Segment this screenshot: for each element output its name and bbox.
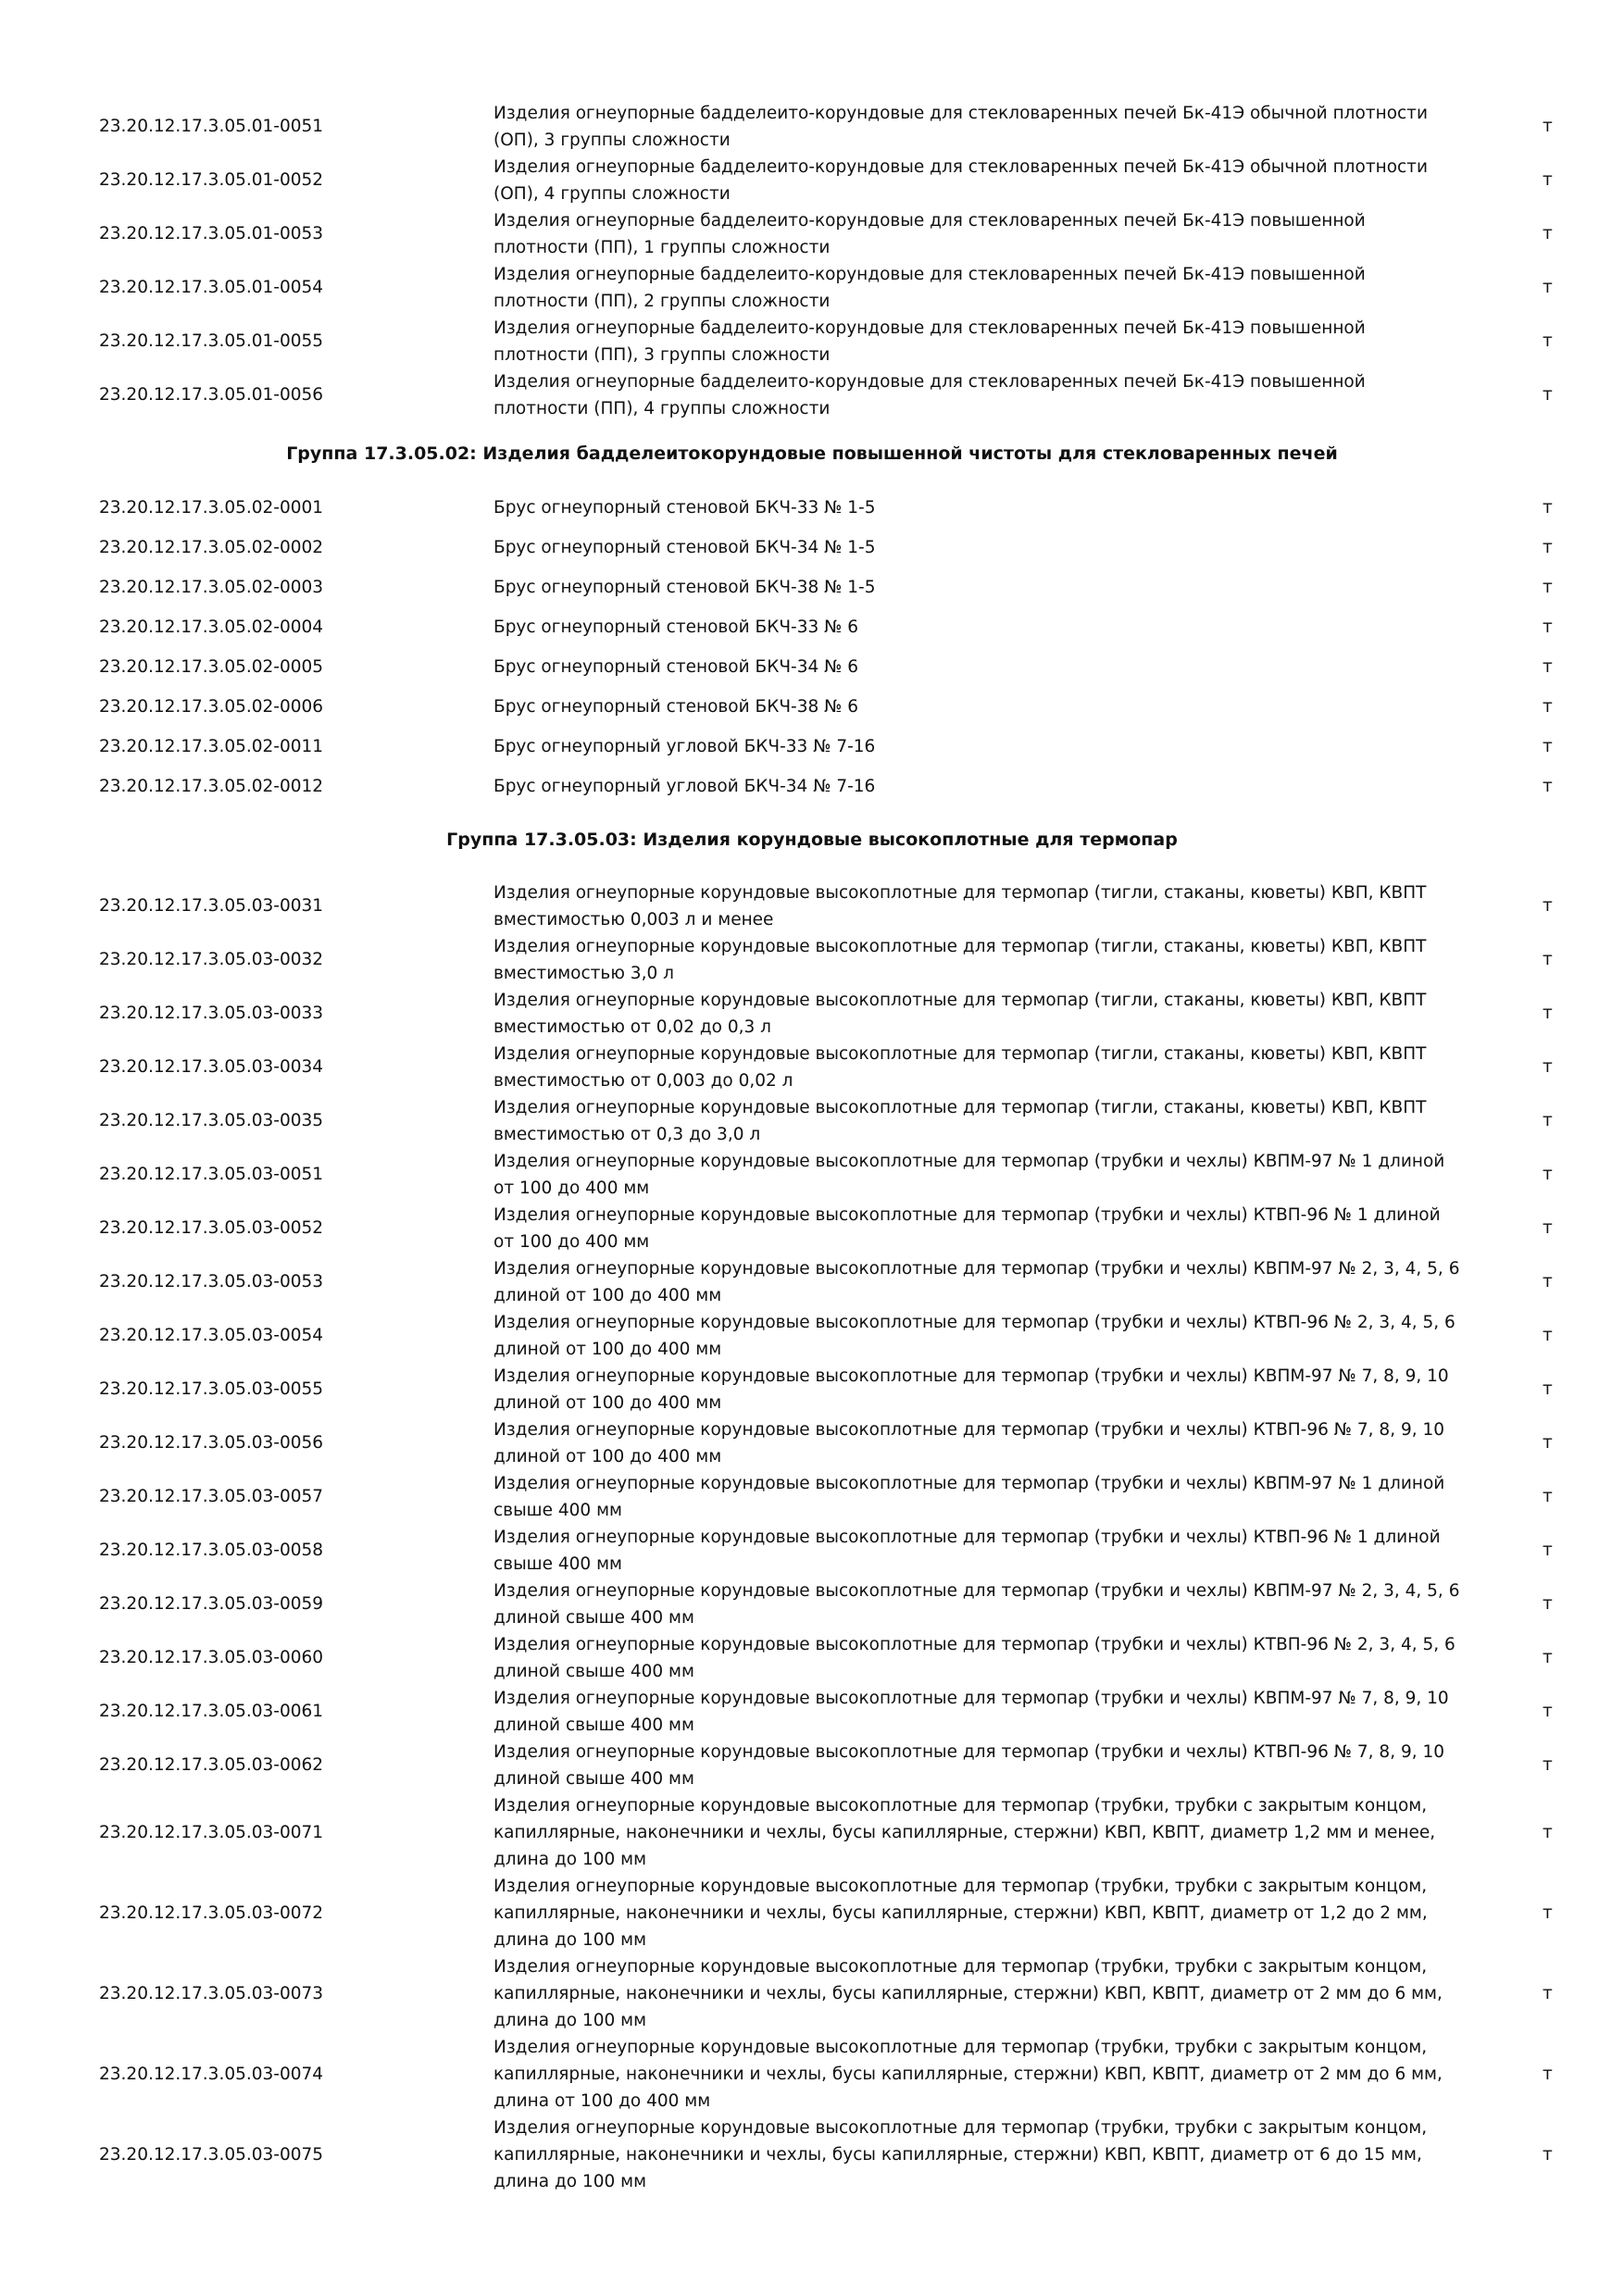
row-unit: т xyxy=(1543,2065,1553,2084)
row-unit: т xyxy=(1543,498,1553,518)
row-unit: т xyxy=(1543,1165,1553,1184)
row-name: Изделия огнеупорные корундовые высокоплотные для термопар (тигли, стаканы, кюветы) КВП, КВПТ вместимостью от 0,02 до 0,3 л xyxy=(493,991,1427,1037)
row-code: 23.20.12.17.3.05.03-0060 xyxy=(99,1648,324,1667)
row-unit: т xyxy=(1543,657,1553,677)
row-code: 23.20.12.17.3.05.03-0035 xyxy=(99,1111,324,1130)
row-name: Брус огнеупорный стеновой БКЧ-33 № 1-5 xyxy=(493,498,876,518)
row-code: 23.20.12.17.3.05.03-0055 xyxy=(99,1379,324,1399)
table-row xyxy=(0,154,1624,207)
row-code: 23.20.12.17.3.05.01-0051 xyxy=(99,117,324,136)
table-row xyxy=(0,534,1624,574)
row-unit: т xyxy=(1543,737,1553,756)
row-code: 23.20.12.17.3.05.03-0061 xyxy=(99,1702,324,1721)
row-name: Изделия огнеупорные корундовые высокоплотные для термопар (тигли, стаканы, кюветы) КВП, КВПТ вместимостью от 0,3 до 3,0 л xyxy=(493,1098,1427,1144)
row-code: 23.20.12.17.3.05.01-0054 xyxy=(99,278,324,297)
row-code: 23.20.12.17.3.05.02-0003 xyxy=(99,578,324,597)
table-row xyxy=(0,693,1624,733)
table-row xyxy=(0,1470,1624,1524)
row-code: 23.20.12.17.3.05.02-0006 xyxy=(99,697,324,717)
row-unit: т xyxy=(1543,278,1553,297)
row-code: 23.20.12.17.3.05.01-0056 xyxy=(99,385,324,405)
row-unit: т xyxy=(1543,1111,1553,1130)
row-name: Изделия огнеупорные корундовые высокоплотные для термопар (тигли, стаканы, кюветы) КВП, КВПТ вместимостью 3,0 л xyxy=(493,937,1427,983)
row-name: Изделия огнеупорные корундовые высокоплотные для термопар (трубки и чехлы) КВПМ-97 № 7, 8, 9, 10 длиной свыше 400 мм xyxy=(493,1689,1449,1735)
group-heading: Группа 17.3.05.03: Изделия корундовые высокоплотные для термопар xyxy=(446,830,1178,850)
row-code: 23.20.12.17.3.05.01-0055 xyxy=(99,331,324,351)
row-unit: т xyxy=(1543,385,1553,405)
row-name: Изделия огнеупорные бадделеито-корундовые для стекловаренных печей Бк-41Э повышенной плотности (ПП), 1 группы сложности xyxy=(493,211,1366,257)
row-unit: т xyxy=(1543,170,1553,190)
row-code: 23.20.12.17.3.05.03-0034 xyxy=(99,1057,324,1077)
table-row xyxy=(0,2034,1624,2115)
row-name: Изделия огнеупорные корундовые высокоплотные для термопар (трубки и чехлы) КТВП-96 № 1 длиной от 100 до 400 мм xyxy=(493,1205,1441,1252)
row-unit: т xyxy=(1543,1487,1553,1506)
row-code: 23.20.12.17.3.05.02-0012 xyxy=(99,777,324,796)
table-row xyxy=(0,654,1624,693)
row-code: 23.20.12.17.3.05.03-0073 xyxy=(99,1984,324,2003)
row-unit: т xyxy=(1543,697,1553,717)
row-name: Брус огнеупорный стеновой БКЧ-34 № 1-5 xyxy=(493,538,876,557)
row-name: Изделия огнеупорные корундовые высокоплотные для термопар (трубки, трубки с закрытым концом, капиллярные, наконечники и чехлы, бусы капиллярные, стержни) КВП, КВПТ, диаметр от 2 мм до 6 мм, длина от 100 до 400 мм xyxy=(493,2038,1443,2111)
row-unit: т xyxy=(1543,896,1553,916)
row-name: Изделия огнеупорные бадделеито-корундовые для стекловаренных печей Бк-41Э повышенной плотности (ПП), 2 группы сложности xyxy=(493,265,1366,311)
row-unit: т xyxy=(1543,1433,1553,1453)
row-code: 23.20.12.17.3.05.03-0051 xyxy=(99,1165,324,1184)
row-code: 23.20.12.17.3.05.03-0072 xyxy=(99,1903,324,1923)
row-code: 23.20.12.17.3.05.03-0071 xyxy=(99,1823,324,1842)
table-row xyxy=(0,1148,1624,1202)
row-code: 23.20.12.17.3.05.02-0001 xyxy=(99,498,324,518)
row-code: 23.20.12.17.3.05.03-0054 xyxy=(99,1326,324,1345)
table-row xyxy=(0,1041,1624,1094)
table-row xyxy=(0,1416,1624,1470)
table-row xyxy=(0,1202,1624,1255)
row-name: Брус огнеупорный стеновой БКЧ-34 № 6 xyxy=(493,657,859,677)
row-code: 23.20.12.17.3.05.03-0031 xyxy=(99,896,324,916)
row-code: 23.20.12.17.3.05.03-0062 xyxy=(99,1755,324,1775)
row-unit: т xyxy=(1543,1272,1553,1292)
row-name: Изделия огнеупорные бадделеито-корундовые для стекловаренных печей Бк-41Э обычной плотности (ОП), 3 группы сложности xyxy=(493,104,1428,150)
table-row xyxy=(0,494,1624,534)
row-unit: т xyxy=(1543,538,1553,557)
row-unit: т xyxy=(1543,618,1553,637)
row-code: 23.20.12.17.3.05.03-0032 xyxy=(99,950,324,969)
table-row xyxy=(0,100,1624,154)
row-name: Изделия огнеупорные корундовые высокоплотные для термопар (тигли, стаканы, кюветы) КВП, КВПТ вместимостью 0,003 л и менее xyxy=(493,883,1427,930)
row-name: Изделия огнеупорные корундовые высокоплотные для термопар (трубки и чехлы) КВПМ-97 № 2, 3, 4, 5, 6 длиной от 100 до 400 мм xyxy=(493,1259,1460,1305)
row-name: Изделия огнеупорные корундовые высокоплотные для термопар (трубки, трубки с закрытым концом, капиллярные, наконечники и чехлы, бусы капиллярные, стержни) КВП, КВПТ, диаметр от 1,2 до 2 мм, длина до 100 мм xyxy=(493,1877,1428,1950)
table-row xyxy=(0,1792,1624,1873)
table-row xyxy=(0,1094,1624,1148)
row-code: 23.20.12.17.3.05.01-0052 xyxy=(99,170,324,190)
row-unit: т xyxy=(1543,117,1553,136)
table-row xyxy=(0,1739,1624,1792)
table-row xyxy=(0,933,1624,987)
table-row xyxy=(0,2115,1624,2195)
row-unit: т xyxy=(1543,1702,1553,1721)
row-unit: т xyxy=(1543,950,1553,969)
row-name: Брус огнеупорный стеновой БКЧ-33 № 6 xyxy=(493,618,859,637)
row-code: 23.20.12.17.3.05.03-0058 xyxy=(99,1541,324,1560)
row-name: Брус огнеупорный стеновой БКЧ-38 № 6 xyxy=(493,697,859,717)
row-name: Изделия огнеупорные корундовые высокоплотные для термопар (трубки, трубки с закрытым концом, капиллярные, наконечники и чехлы, бусы капиллярные, стержни) КВП, КВПТ, диаметр от 2 мм до 6 мм, длина до 100 мм xyxy=(493,1957,1443,2030)
row-name: Изделия огнеупорные бадделеито-корундовые для стекловаренных печей Бк-41Э повышенной плотности (ПП), 4 группы сложности xyxy=(493,372,1366,418)
table-row xyxy=(0,733,1624,773)
row-unit: т xyxy=(1543,1984,1553,2003)
row-name: Изделия огнеупорные корундовые высокоплотные для термопар (трубки и чехлы) КВПМ-97 № 1 длиной от 100 до 400 мм xyxy=(493,1152,1445,1198)
group-heading: Группа 17.3.05.02: Изделия бадделеитокорундовые повышенной чистоты для стекловаренных печей xyxy=(286,443,1338,464)
row-name: Изделия огнеупорные корундовые высокоплотные для термопар (трубки и чехлы) КТВП-96 № 2, 3, 4, 5, 6 длиной свыше 400 мм xyxy=(493,1635,1455,1681)
row-name: Изделия огнеупорные корундовые высокоплотные для термопар (трубки, трубки с закрытым концом, капиллярные, наконечники и чехлы, бусы капиллярные, стержни) КВП, КВПТ, диаметр от 6 до 15 мм, длина до 100 мм xyxy=(493,2118,1428,2191)
row-name: Изделия огнеупорные бадделеито-корундовые для стекловаренных печей Бк-41Э обычной плотности (ОП), 4 группы сложности xyxy=(493,157,1428,204)
row-code: 23.20.12.17.3.05.03-0057 xyxy=(99,1487,324,1506)
table-row xyxy=(0,261,1624,315)
row-name: Изделия огнеупорные корундовые высокоплотные для термопар (трубки и чехлы) КВПМ-97 № 7, 8, 9, 10 длиной от 100 до 400 мм xyxy=(493,1366,1449,1413)
row-unit: т xyxy=(1543,1648,1553,1667)
row-code: 23.20.12.17.3.05.03-0074 xyxy=(99,2065,324,2084)
row-unit: т xyxy=(1543,1218,1553,1238)
table-row xyxy=(0,987,1624,1041)
table-row xyxy=(0,1578,1624,1631)
row-name: Изделия огнеупорные корундовые высокоплотные для термопар (трубки и чехлы) КВПМ-97 № 2, 3, 4, 5, 6 длиной свыше 400 мм xyxy=(493,1581,1460,1628)
table-row xyxy=(0,1524,1624,1578)
row-unit: т xyxy=(1543,1379,1553,1399)
table-row xyxy=(0,773,1624,813)
row-name: Брус огнеупорный угловой БКЧ-34 № 7-16 xyxy=(493,777,876,796)
row-code: 23.20.12.17.3.05.01-0053 xyxy=(99,224,324,243)
row-code: 23.20.12.17.3.05.02-0002 xyxy=(99,538,324,557)
row-unit: т xyxy=(1543,1004,1553,1023)
row-name: Изделия огнеупорные бадделеито-корундовые для стекловаренных печей Бк-41Э повышенной плотности (ПП), 3 группы сложности xyxy=(493,318,1366,365)
table-row xyxy=(0,1873,1624,1953)
table-row xyxy=(0,1631,1624,1685)
row-name: Изделия огнеупорные корундовые высокоплотные для термопар (трубки и чехлы) КВПМ-97 № 1 длиной свыше 400 мм xyxy=(493,1474,1445,1520)
row-code: 23.20.12.17.3.05.02-0004 xyxy=(99,618,324,637)
table-row xyxy=(0,315,1624,368)
row-unit: т xyxy=(1543,1541,1553,1560)
row-unit: т xyxy=(1543,1755,1553,1775)
row-name: Изделия огнеупорные корундовые высокоплотные для термопар (трубки и чехлы) КТВП-96 № 7, 8, 9, 10 длиной свыше 400 мм xyxy=(493,1742,1445,1789)
row-name: Изделия огнеупорные корундовые высокоплотные для термопар (трубки и чехлы) КТВП-96 № 7, 8, 9, 10 длиной от 100 до 400 мм xyxy=(493,1420,1445,1466)
table-row xyxy=(0,207,1624,261)
row-unit: т xyxy=(1543,1057,1553,1077)
table-row xyxy=(0,368,1624,422)
table-row xyxy=(0,1255,1624,1309)
row-code: 23.20.12.17.3.05.03-0052 xyxy=(99,1218,324,1238)
row-code: 23.20.12.17.3.05.02-0011 xyxy=(99,737,324,756)
row-name: Изделия огнеупорные корундовые высокоплотные для термопар (трубки и чехлы) КТВП-96 № 2, 3, 4, 5, 6 длиной от 100 до 400 мм xyxy=(493,1313,1455,1359)
table-row xyxy=(0,1685,1624,1739)
row-unit: т xyxy=(1543,224,1553,243)
row-unit: т xyxy=(1543,1903,1553,1923)
row-unit: т xyxy=(1543,2145,1553,2165)
row-unit: т xyxy=(1543,1823,1553,1842)
table-row xyxy=(0,1953,1624,2034)
table-row xyxy=(0,880,1624,933)
row-code: 23.20.12.17.3.05.02-0005 xyxy=(99,657,324,677)
row-name: Изделия огнеупорные корундовые высокоплотные для термопар (трубки, трубки с закрытым концом, капиллярные, наконечники и чехлы, бусы капиллярные, стержни) КВП, КВПТ, диаметр 1,2 мм и менее, длина до 100 мм xyxy=(493,1796,1436,1869)
row-code: 23.20.12.17.3.05.03-0075 xyxy=(99,2145,324,2165)
table-row xyxy=(0,1363,1624,1416)
row-name: Изделия огнеупорные корундовые высокоплотные для термопар (трубки и чехлы) КТВП-96 № 1 длиной свыше 400 мм xyxy=(493,1528,1441,1574)
row-code: 23.20.12.17.3.05.03-0033 xyxy=(99,1004,324,1023)
row-code: 23.20.12.17.3.05.03-0056 xyxy=(99,1433,324,1453)
row-name: Брус огнеупорный угловой БКЧ-33 № 7-16 xyxy=(493,737,876,756)
row-unit: т xyxy=(1543,777,1553,796)
row-unit: т xyxy=(1543,1326,1553,1345)
row-name: Брус огнеупорный стеновой БКЧ-38 № 1-5 xyxy=(493,578,876,597)
row-unit: т xyxy=(1543,578,1553,597)
row-code: 23.20.12.17.3.05.03-0053 xyxy=(99,1272,324,1292)
row-name: Изделия огнеупорные корундовые высокоплотные для термопар (тигли, стаканы, кюветы) КВП, КВПТ вместимостью от 0,003 до 0,02 л xyxy=(493,1044,1427,1091)
row-unit: т xyxy=(1543,1594,1553,1614)
table-row xyxy=(0,574,1624,614)
table-row xyxy=(0,1309,1624,1363)
table-row xyxy=(0,614,1624,654)
row-code: 23.20.12.17.3.05.03-0059 xyxy=(99,1594,324,1614)
row-unit: т xyxy=(1543,331,1553,351)
